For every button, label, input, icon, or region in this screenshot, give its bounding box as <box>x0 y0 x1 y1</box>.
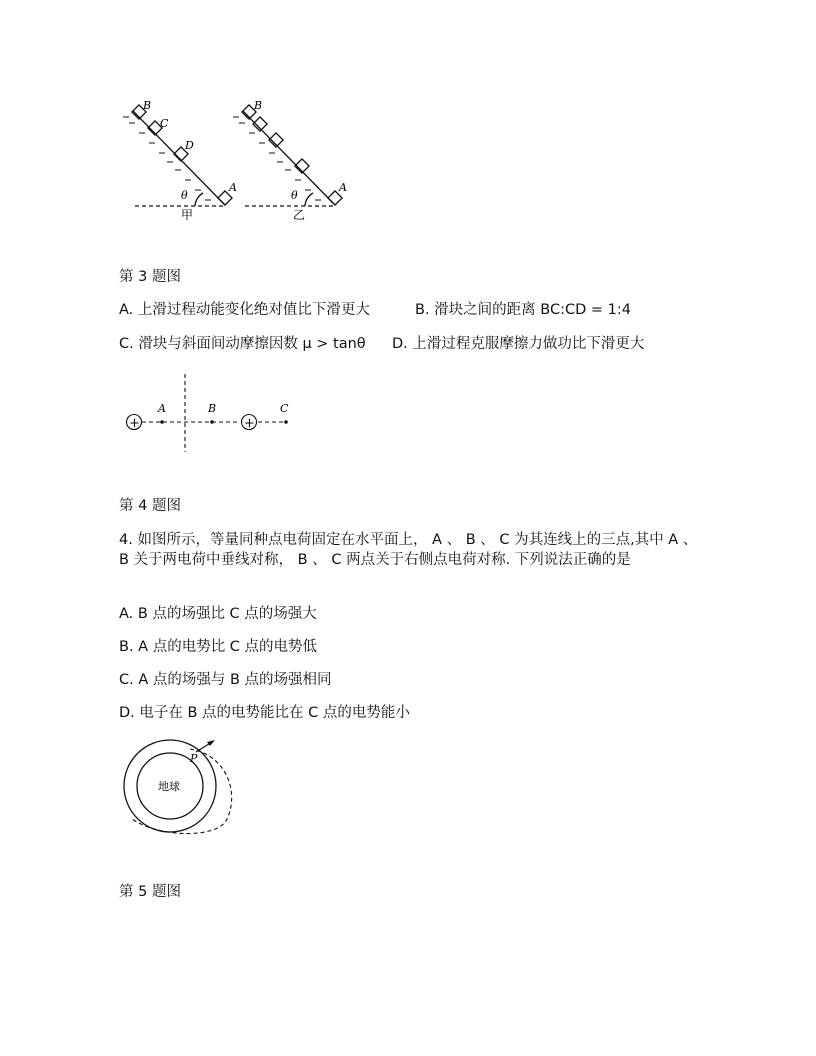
q4-stem: 4. 如图所示，等量同种点电荷固定在水平面上， A 、 B 、 C 为其连线上的三点,其中 A 、 B 关于两电荷中垂线对称， B 、 C 两点关于右侧点电荷对称. 下列说法正确的是 <box>119 532 698 568</box>
q3-option-c: C. 滑块与斜面间动摩擦因数 μ > tanθ <box>119 336 366 352</box>
arrow-head-icon <box>207 740 215 746</box>
q3-option-a: A. 上滑过程动能变化绝对值比下滑更大 <box>119 302 370 318</box>
figure-5 <box>118 735 248 840</box>
caption-4: 第 4 题图 <box>119 498 181 514</box>
caption-jia: 甲 <box>181 208 194 222</box>
charge-right-sign: + <box>244 416 255 431</box>
figure-4 <box>118 370 308 455</box>
label-b: B <box>208 402 217 415</box>
q4-option-a: A. B 点的场强比 C 点的场强大 <box>119 606 317 622</box>
point-a <box>160 420 164 424</box>
incline-right <box>233 105 342 206</box>
point-c <box>284 420 288 424</box>
label-c-left: C <box>160 117 169 130</box>
point-b <box>210 420 214 424</box>
caption-5: 第 5 题图 <box>119 884 181 900</box>
q4-option-c: C. A 点的场强与 B 点的场强相同 <box>119 672 332 688</box>
label-p: P <box>190 752 198 765</box>
incline-left <box>123 105 232 206</box>
q3-option-d: D. 上滑过程克服摩擦力做功比下滑更大 <box>392 336 645 352</box>
caption-3: 第 3 题图 <box>119 269 181 285</box>
label-c: C <box>280 402 289 415</box>
earth-label: 地球 <box>158 780 180 793</box>
q4-option-d: D. 电子在 B 点的电势能比在 C 点的电势能小 <box>119 705 410 721</box>
figure-3 <box>115 95 365 225</box>
label-d-left: D <box>185 139 194 152</box>
label-theta-right: θ <box>291 189 298 202</box>
label-b-left: B <box>143 99 152 112</box>
label-a-left: A <box>229 181 237 194</box>
q4-option-b: B. A 点的电势比 C 点的电势低 <box>119 639 318 655</box>
label-theta-left: θ <box>181 189 188 202</box>
label-b-right: B <box>254 99 263 112</box>
charge-left-sign: + <box>129 416 140 431</box>
q3-option-b: B. 滑块之间的距离 BC:CD = 1:4 <box>415 302 631 318</box>
caption-yi: 乙 <box>293 208 306 222</box>
label-a: A <box>158 402 166 415</box>
label-a-right: A <box>339 181 347 194</box>
